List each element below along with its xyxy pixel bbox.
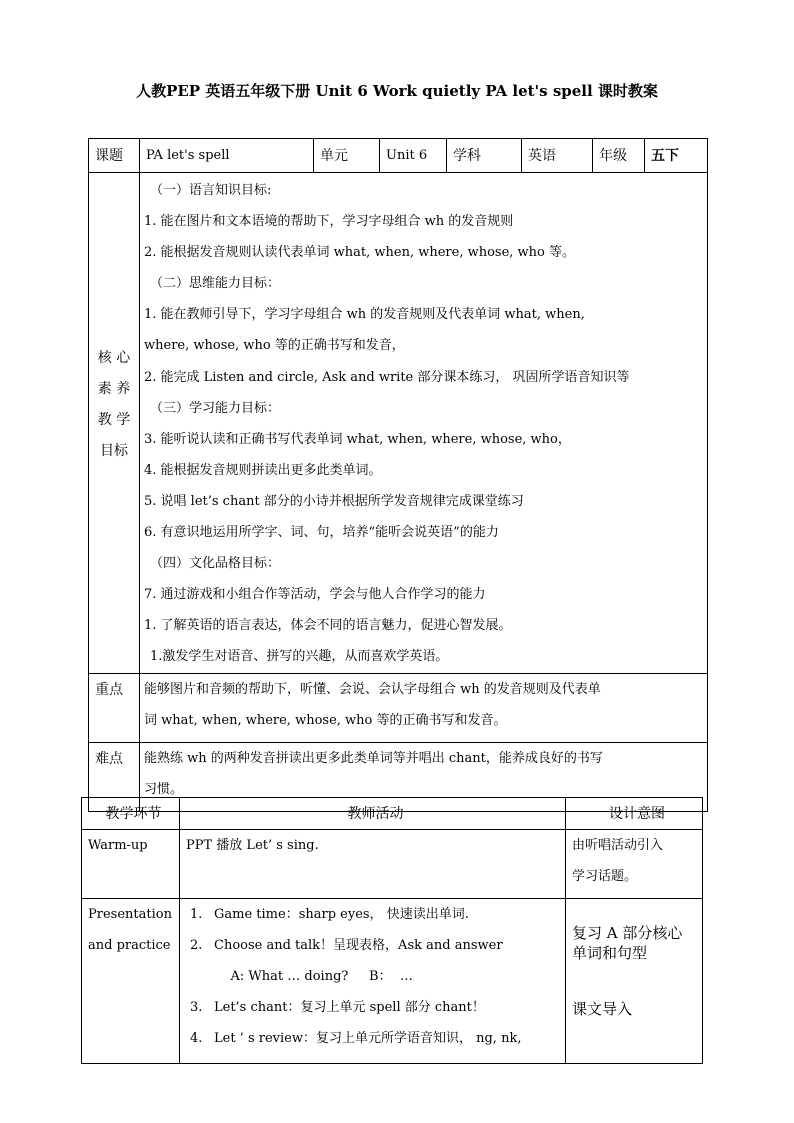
core-goals-content [140, 173, 708, 674]
warmup-intent [566, 830, 703, 899]
intent-line: 课文导入 [572, 1000, 633, 1018]
presentation-intent [566, 899, 703, 1064]
core-goals-label: 核 心 素 养 教 学 目标 [97, 350, 131, 459]
key-points-line: 能够图片和音频的帮助下，听懂、会说、会认字母组合 wh 的发音规则及代表单 [144, 681, 601, 697]
document-title: 人教PEP 英语五年级下册 Unit 6 Work quietly PA let's spell 课时教案 [136, 82, 658, 100]
core-goals-label-cell [89, 173, 140, 674]
warmup-stage: Warm-up [82, 830, 180, 899]
difficulties-label: 难点 [89, 742, 140, 811]
goal-line: 2. 能根据发音规则认读代表单词 what, when, where, whose, who 等。 [144, 245, 576, 261]
topic-label: 课题 [89, 139, 140, 173]
difficulties-line: 习惯。 [144, 781, 184, 797]
goal-line: 5. 说唱 let’s chant 部分的小诗并根据所学发音规律完成课堂练习 [144, 493, 524, 509]
stage-line: Presentation [88, 907, 172, 922]
goal-line: （四）文化品格目标： [150, 556, 281, 572]
presentation-stage [82, 899, 180, 1064]
stage-line: and practice [88, 938, 171, 953]
topic-value: PA let's spell [140, 139, 314, 173]
activity-item: 2. Choose and talk！呈现表格，Ask and answer [190, 938, 503, 953]
grade-value: 五下 [645, 139, 708, 173]
goal-line: 1. 了解英语的语言表达，体会不同的语言魅力，促进心智发展。 [144, 618, 512, 634]
goal-line: 1.激发学生对语音、拼写的兴趣，从而喜欢学英语。 [150, 649, 449, 665]
unit-value: Unit 6 [380, 139, 447, 173]
activity-item: A: What … doing? B： … [214, 969, 413, 984]
teaching-process-table [81, 797, 703, 1064]
goal-line: （一）语言知识目标: [150, 183, 272, 198]
goal-line: where, whose, who 等的正确书写和发音， [144, 338, 405, 354]
presentation-activities [180, 899, 566, 1064]
difficulties-line: 能熟练 wh 的两种发音拼读出更多此类单词等并唱出 chant，能养成良好的书写 [144, 750, 603, 766]
goal-line: 4. 能根据发音规则拼读出更多此类单词。 [144, 462, 382, 478]
goal-line: （二）思维能力目标： [150, 276, 281, 292]
subject-value: 英语 [522, 139, 593, 173]
subject-label: 学科 [447, 139, 522, 173]
activity-item: 1. Game time：sharp eyes， 快速读出单词. [190, 907, 469, 922]
warmup-activity: PPT 播放 Let’ s sing. [180, 830, 566, 899]
intent-line: 由听唱活动引入 [572, 838, 664, 853]
goal-line: 3. 能听说认读和正确书写代表单词 what, when, where, whose, who， [144, 431, 571, 447]
header-stage: 教学环节 [82, 798, 180, 830]
unit-label: 单元 [314, 139, 380, 173]
activity-item: 4. Let ’ s review：复习上单元所学语音知识， ng, nk, [190, 1031, 522, 1046]
goal-line: 7. 通过游戏和小组合作等活动，学会与他人合作学习的能力 [144, 587, 486, 603]
activity-item: 3. Let’s chant：复习上单元 spell 部分 chant！ [190, 1000, 485, 1015]
intent-line: 学习话题。 [572, 869, 638, 884]
goal-line: （三）学习能力目标： [150, 400, 281, 416]
intent-line: 单词和句型 [572, 944, 648, 962]
key-points-label: 重点 [89, 673, 140, 742]
header-intent: 设计意图 [566, 798, 703, 830]
key-points-line: 词 what, when, where, whose, who 等的正确书写和发音。 [144, 712, 507, 728]
goal-line: 1. 能在教师引导下，学习字母组合 wh 的发音规则及代表单词 what, when, [144, 307, 585, 323]
goal-line: 6. 有意识地运用所学字、词、句，培养“能听会说英语”的能力 [144, 525, 499, 541]
goal-line: 2. 能完成 Listen and circle, Ask and write 部分课本练习， 巩固所学语音知识等 [144, 369, 630, 385]
goal-line: 1. 能在图片和文本语境的帮助下，学习字母组合 wh 的发音规则 [144, 214, 514, 230]
key-points-content [140, 673, 708, 742]
lesson-info-table [88, 138, 708, 812]
grade-label: 年级 [593, 139, 645, 173]
header-activity: 教师活动 [180, 798, 566, 830]
intent-line: 复习 A 部分核心 [572, 924, 683, 942]
